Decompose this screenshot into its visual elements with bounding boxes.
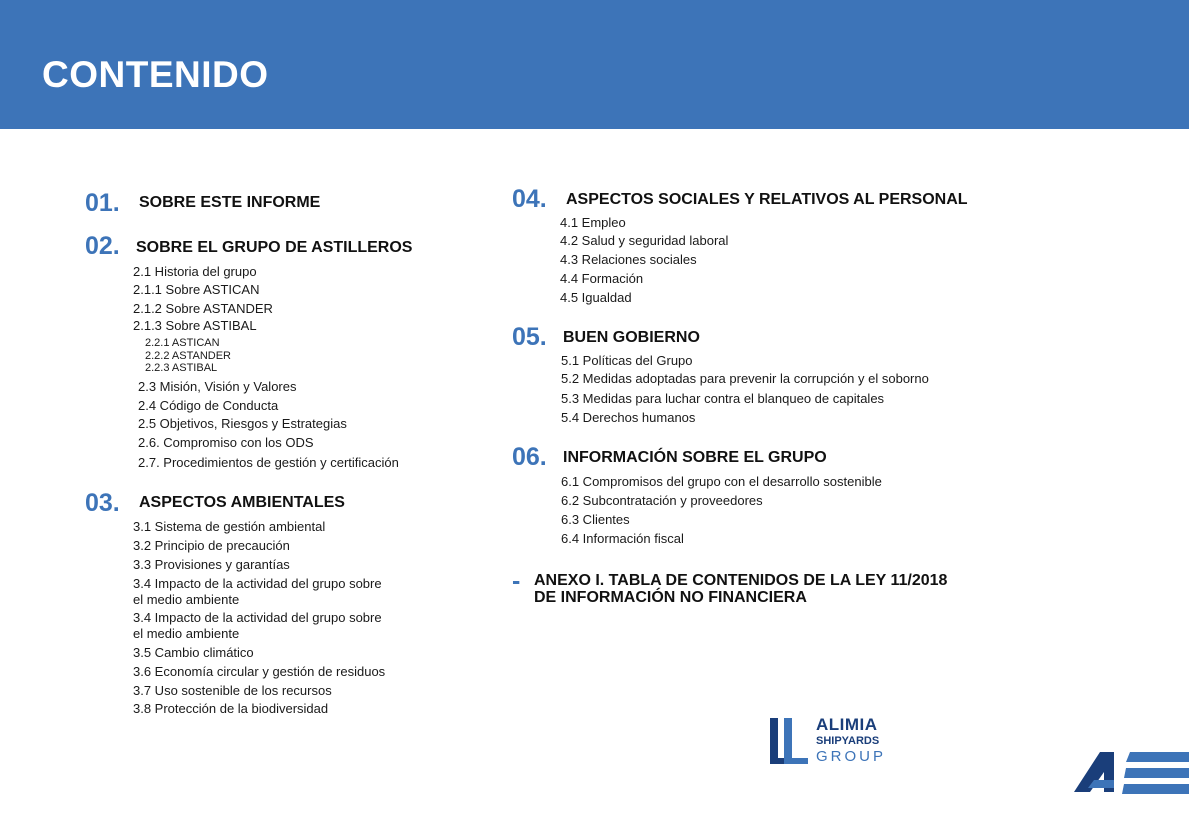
toc-item[interactable]: 2.4 Código de Conducta	[138, 398, 279, 413]
toc-subitem[interactable]: 2.2.2 ASTANDER	[145, 350, 231, 362]
toc-item[interactable]: 6.4 Información fiscal	[561, 531, 684, 546]
toc-item[interactable]: 5.1 Políticas del Grupo	[561, 353, 693, 368]
company-logo	[768, 716, 908, 768]
toc-item-cont[interactable]: el medio ambiente	[133, 592, 240, 607]
toc-item[interactable]: 5.2 Medidas adoptadas para prevenir la corrupción y el soborno	[561, 371, 929, 386]
toc-item[interactable]: 4.5 Igualdad	[560, 290, 632, 305]
toc-item[interactable]: 4.3 Relaciones sociales	[560, 252, 697, 267]
section-03-title[interactable]: ASPECTOS AMBIENTALES	[139, 494, 345, 511]
toc-item[interactable]: 5.4 Derechos humanos	[561, 410, 696, 425]
toc-subitem[interactable]: 2.2.3 ASTIBAL	[145, 362, 218, 374]
section-02-title[interactable]: SOBRE EL GRUPO DE ASTILLEROS	[136, 239, 413, 256]
toc-item[interactable]: 6.1 Compromisos del grupo con el desarrollo sostenible	[561, 474, 882, 489]
toc-item[interactable]: 2.3 Misión, Visión y Valores	[138, 379, 297, 394]
annex-title-line2[interactable]: DE INFORMACIÓN NO FINANCIERA	[534, 589, 807, 606]
toc-item-cont[interactable]: el medio ambiente	[133, 626, 240, 641]
header-banner	[0, 0, 1189, 129]
section-02-number: 02.	[85, 232, 120, 260]
section-05-title[interactable]: BUEN GOBIERNO	[563, 329, 700, 346]
section-01-number: 01.	[85, 189, 120, 217]
toc-item[interactable]: 6.3 Clientes	[561, 512, 630, 527]
annex-title-line1[interactable]: ANEXO I. TABLA DE CONTENIDOS DE LA LEY 11/2018	[534, 572, 948, 589]
toc-item[interactable]: 4.2 Salud y seguridad laboral	[560, 233, 729, 248]
toc-item[interactable]: 3.3 Provisiones y garantías	[133, 557, 290, 572]
toc-item[interactable]: 4.4 Formación	[560, 271, 644, 286]
toc-subitem[interactable]: 2.2.1 ASTICAN	[145, 337, 220, 349]
toc-item[interactable]: 2.5 Objetivos, Riesgos y Estrategias	[138, 416, 347, 431]
annex-dash: -	[512, 567, 521, 595]
toc-item[interactable]: 4.1 Empleo	[560, 215, 626, 230]
toc-item[interactable]: 5.3 Medidas para luchar contra el blanqueo de capitales	[561, 391, 885, 406]
toc-item[interactable]: 2.1.1 Sobre ASTICAN	[133, 282, 260, 297]
section-03-number: 03.	[85, 489, 120, 517]
toc-item[interactable]: 3.7 Uso sostenible de los recursos	[133, 683, 332, 698]
toc-item[interactable]: 3.6 Economía circular y gestión de residuos	[133, 664, 386, 679]
toc-item[interactable]: 2.7. Procedimientos de gestión y certificación	[138, 455, 399, 470]
section-06-number: 06.	[512, 443, 547, 471]
section-06-title[interactable]: INFORMACIÓN SOBRE EL GRUPO	[563, 449, 827, 466]
logo-text-shipyards: SHIPYARDS	[816, 735, 880, 747]
toc-item[interactable]: 3.5 Cambio climático	[133, 645, 254, 660]
toc-item[interactable]: 2.1.2 Sobre ASTANDER	[133, 301, 273, 316]
logo-mark-icon	[768, 716, 812, 768]
toc-item[interactable]: 3.4 Impacto de la actividad del grupo sobre	[133, 576, 382, 591]
toc-item[interactable]: 3.2 Principio de precaución	[133, 538, 290, 553]
section-05-number: 05.	[512, 323, 547, 351]
toc-item[interactable]: 3.1 Sistema de gestión ambiental	[133, 519, 326, 534]
section-01-title[interactable]: SOBRE ESTE INFORME	[139, 194, 321, 211]
page-title: CONTENIDO	[42, 54, 269, 95]
section-04-number: 04.	[512, 185, 547, 213]
toc-item[interactable]: 2.6. Compromiso con los ODS	[138, 435, 314, 450]
toc-item[interactable]: 2.1 Historia del grupo	[133, 264, 257, 279]
logo-text-group: GROUP	[816, 748, 887, 765]
toc-item[interactable]: 2.1.3 Sobre ASTIBAL	[133, 318, 257, 333]
toc-item[interactable]: 6.2 Subcontratación y proveedores	[561, 493, 763, 508]
section-04-title[interactable]: ASPECTOS SOCIALES Y RELATIVOS AL PERSONAL	[566, 191, 968, 208]
toc-item[interactable]: 3.4 Impacto de la actividad del grupo sobre	[133, 610, 382, 625]
corner-emblem-icon	[1074, 750, 1189, 794]
logo-text-alimia: ALIMIA	[816, 715, 878, 734]
toc-item[interactable]: 3.8 Protección de la biodiversidad	[133, 701, 329, 716]
